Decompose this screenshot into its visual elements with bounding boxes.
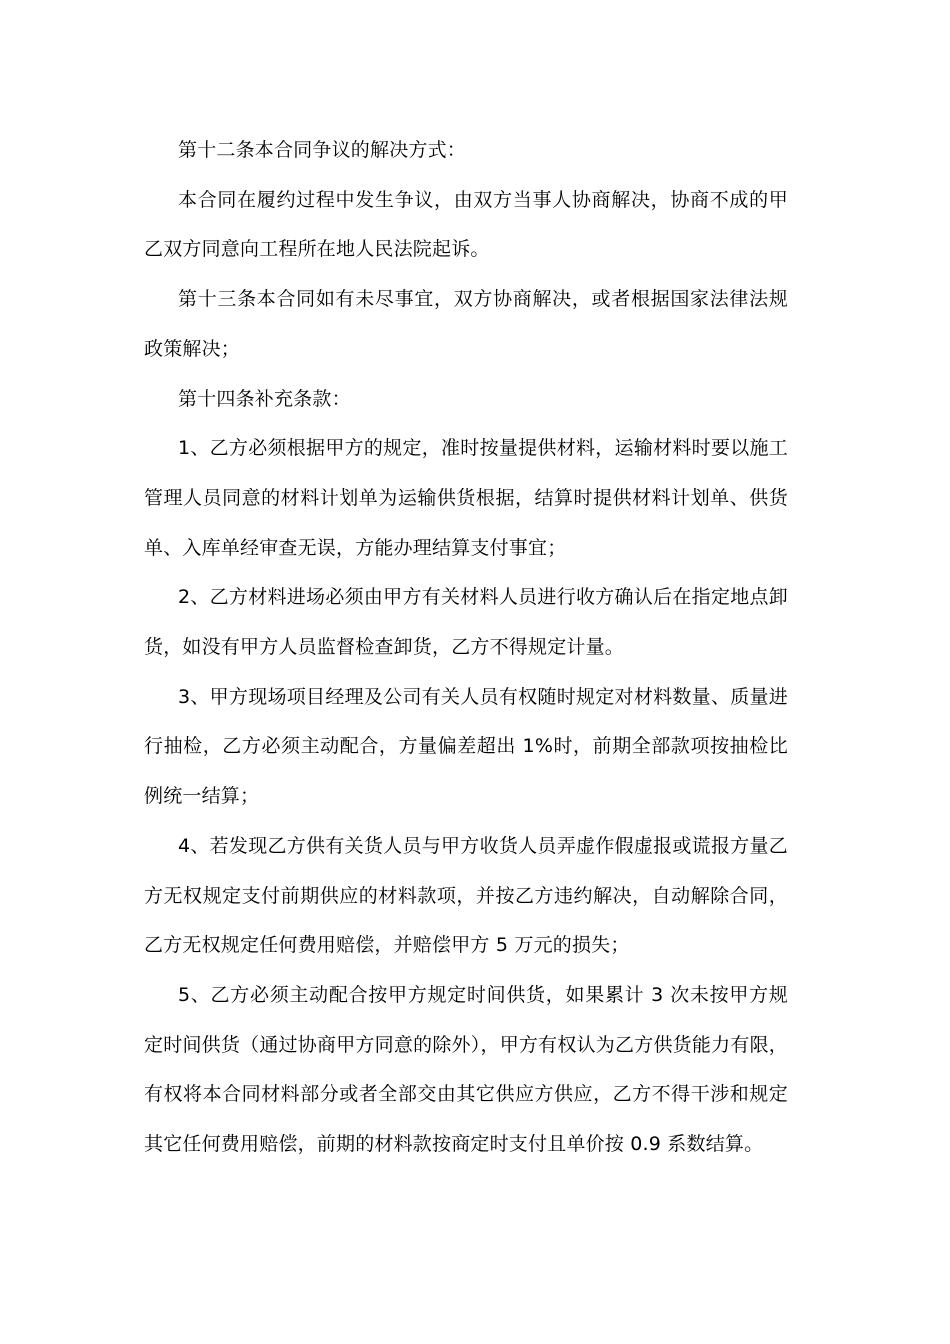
document-body <box>144 126 788 1170</box>
paragraph-article-13: 第十三条本合同如有未尽事宜，双方协商解决，或者根据国家法律法规政策解决； <box>144 288 788 360</box>
paragraph-article-14-heading: 第十四条补充条款： <box>178 387 351 410</box>
paragraph-clause-5: 5、乙方必须主动配合按甲方规定时间供货，如果累计 3 次未按甲方规定时间供货（通过协商甲方同意的除外），甲方有权认为乙方供货能力有限，有权将本合同材料部分或者全部交由其它供应方供应，乙方不得干涉和规定其它任何费用赔偿，前期的材料款按商定时支付且单价按 0.9 系数结算。 <box>144 983 788 1156</box>
paragraph-clause-1: 1、乙方必须根据甲方的规定，准时按量提供材料，运输材料时要以施工管理人员同意的材料计划单为运输供货根据，结算时提供材料计划单、供货单、入库单经审查无误，方能办理结算支付事宜； <box>144 437 788 559</box>
paragraph-clause-4: 4、若发现乙方供有关货人员与甲方收货人员弄虚作假虚报或谎报方量乙方无权规定支付前期供应的材料款项，并按乙方违约解决，自动解除合同，乙方无权规定任何费用赔偿，并赔偿甲方 5 万元的损失； <box>144 834 788 957</box>
paragraph-article-12-heading: 第十二条本合同争议的解决方式： <box>178 139 467 161</box>
paragraph-article-12-body: 本合同在履约过程中发生争议，由双方当事人协商解决，协商不成的甲乙双方同意向工程所在地人民法院起诉。 <box>144 188 788 261</box>
paragraph-clause-2: 2、乙方材料进场必须由甲方有关材料人员进行收方确认后在指定地点卸货，如没有甲方人员监督检查卸货，乙方不得规定计量。 <box>144 586 788 659</box>
paragraph-clause-3: 3、甲方现场项目经理及公司有关人员有权随时规定对材料数量、质量进行抽检，乙方必须主动配合，方量偏差超出 1%时，前期全部款项按抽检比例统一结算； <box>144 685 788 808</box>
